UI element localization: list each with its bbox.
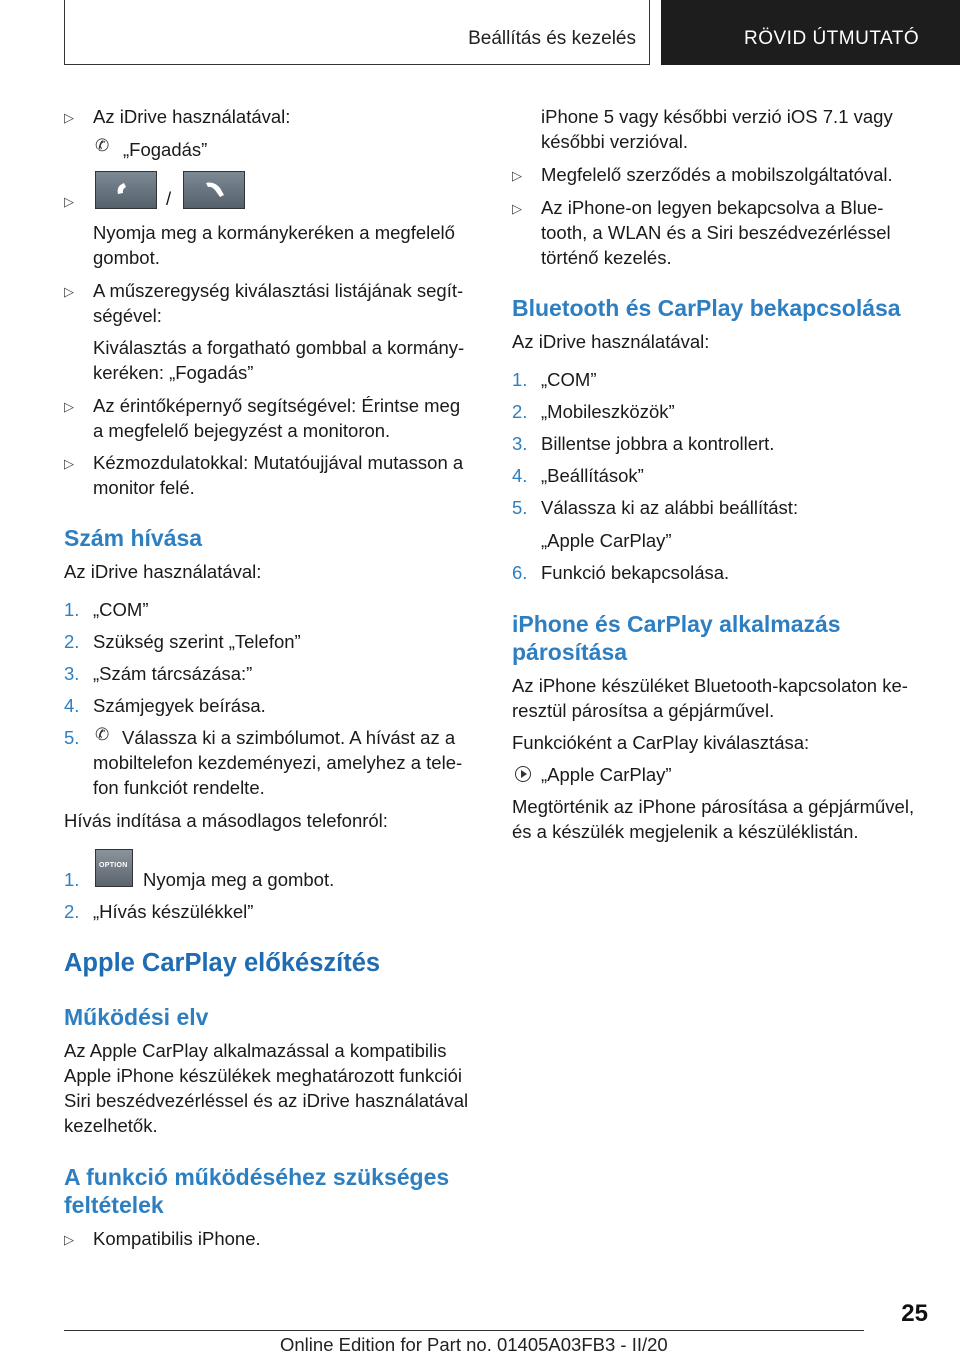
page-header bbox=[0, 0, 960, 66]
step-number: 5. bbox=[512, 497, 528, 518]
heading-principle: Működési elv bbox=[64, 1004, 209, 1030]
option-button-icon bbox=[95, 849, 133, 887]
pairing-select-sub: „Apple CarPlay” bbox=[541, 764, 672, 785]
call-step-3: „Szám tárcsázása:” bbox=[93, 663, 253, 684]
bt-step-5: Válassza ki az alábbi beállítást: bbox=[541, 497, 799, 518]
bullet-idrive: Az iDrive használatával: bbox=[93, 106, 291, 127]
bt-step-2: „Mobileszközök” bbox=[541, 401, 675, 422]
bullet-touch-line2: a megfelelő bejegyzést a monitoron. bbox=[93, 420, 391, 441]
bullet-gesture-line1: Kézmozdulatokkal: Mutatóujjával mutasson a bbox=[93, 452, 464, 473]
step-number: 2. bbox=[64, 631, 80, 652]
pairing-text-line1: Az iPhone készüléket Bluetooth-kapcsolaton ke‐ bbox=[512, 675, 908, 696]
footer-edition: Online Edition for Part no. 01405A03FB3 - II/20 bbox=[280, 1334, 668, 1355]
principle-line: Az Apple CarPlay alkalmazással a kompatibilis bbox=[64, 1040, 447, 1061]
phone-handset-icon: ✆ bbox=[95, 725, 110, 744]
bullet-triangle-icon: ▷ bbox=[64, 399, 74, 414]
bullet-touch-line1: Az érintőképernyő segítségével: Érintse meg bbox=[93, 395, 461, 416]
pairing-result-line2: és a készülék megjelenik a készüléklistán. bbox=[512, 821, 859, 842]
requirement-3-line3: történő kezelés. bbox=[541, 247, 672, 268]
bullet-triangle-icon: ▷ bbox=[64, 194, 74, 209]
bullet-cluster-line2: ségével: bbox=[93, 305, 162, 326]
call-intro: Az iDrive használatával: bbox=[64, 561, 262, 582]
heading-bluetooth-carplay: Bluetooth és CarPlay bekapcsolása bbox=[512, 295, 901, 321]
step-number: 3. bbox=[512, 433, 528, 454]
option-button-label: OPTION bbox=[99, 862, 128, 869]
bt-step-6: Funkció bekapcsolása. bbox=[541, 562, 730, 583]
bt-step-5-sub: „Apple CarPlay” bbox=[541, 530, 672, 551]
pairing-select: Funkcióként a CarPlay kiválasztása: bbox=[512, 732, 810, 753]
bt-step-3: Billentse jobbra a kontrollert. bbox=[541, 433, 775, 454]
requirement-1-cont-line2: későbbi verzióval. bbox=[541, 131, 689, 152]
bt-step-4: „Beállítások” bbox=[541, 465, 644, 486]
bullet-triangle-icon: ▷ bbox=[64, 456, 74, 471]
requirement-1: Kompatibilis iPhone. bbox=[93, 1228, 261, 1249]
bullet-triangle-icon: ▷ bbox=[512, 168, 522, 183]
call-step-5: Válassza ki a szimbólumot. A hívást az a bbox=[122, 727, 456, 748]
step-number: 5. bbox=[64, 727, 80, 748]
step-number: 1. bbox=[512, 369, 528, 390]
footer-divider bbox=[64, 1330, 864, 1331]
principle-line: Apple iPhone készülékek meghatározott funkciói bbox=[64, 1065, 462, 1086]
bullet-triangle-icon: ▷ bbox=[64, 284, 74, 299]
pairing-text-line2: resztül párosítsa a gépjárművel. bbox=[512, 700, 775, 721]
second-phone-intro: Hívás indítása a másodlagos telefonról: bbox=[64, 810, 388, 831]
call-step-5-line2: mobiltelefon kezdeményezi, amelyhez a tele‐ bbox=[93, 752, 463, 773]
bullet-triangle-icon: ▷ bbox=[512, 201, 522, 216]
pairing-result-line1: Megtörténik az iPhone párosítása a gépjárművel, bbox=[512, 796, 915, 817]
step-number: 4. bbox=[512, 465, 528, 486]
step-number: 2. bbox=[64, 901, 80, 922]
phone-steering-button-icon bbox=[183, 171, 245, 209]
heading-pairing-line1: iPhone és CarPlay alkalmazás bbox=[512, 611, 841, 637]
bullet-triangle-icon: ▷ bbox=[64, 1232, 74, 1247]
bullet-cluster-sub2: keréken: „Fogadás” bbox=[93, 362, 254, 383]
requirement-2: Megfelelő szerződés a mobilszolgáltatóval. bbox=[541, 164, 893, 185]
page-number: 25 bbox=[901, 1300, 928, 1327]
step-number: 1. bbox=[64, 599, 80, 620]
header-section-title: Beállítás és kezelés bbox=[468, 28, 636, 49]
step-number: 2. bbox=[512, 401, 528, 422]
bullet-steering-line2: gombot. bbox=[93, 247, 160, 268]
second-step-1: Nyomja meg a gombot. bbox=[143, 869, 335, 890]
heading-requirements-line1: A funkció működéséhez szükséges bbox=[64, 1164, 450, 1190]
bullet-cluster-sub1: Kiválasztás a forgatható gombbal a kormány‐ bbox=[93, 337, 465, 358]
bullet-steering-line1: Nyomja meg a kormánykeréken a megfelelő bbox=[93, 222, 455, 243]
requirement-3-line1: Az iPhone-on legyen bekapcsolva a Blue‐ bbox=[541, 197, 884, 218]
play-circle-icon bbox=[515, 766, 531, 782]
requirement-1-cont-line1: iPhone 5 vagy későbbi verzió iOS 7.1 vagy bbox=[541, 106, 893, 127]
bullet-cluster-line1: A műszeregység kiválasztási listájának segít‐ bbox=[93, 280, 464, 301]
step-number: 3. bbox=[64, 663, 80, 684]
second-step-2: „Hívás készülékkel” bbox=[93, 901, 254, 922]
step-number: 1. bbox=[64, 869, 80, 890]
bullet-triangle-icon: ▷ bbox=[64, 110, 74, 125]
call-step-1: „COM” bbox=[93, 599, 149, 620]
step-number: 6. bbox=[512, 562, 528, 583]
bt-intro: Az iDrive használatával: bbox=[512, 331, 710, 352]
slash-separator: / bbox=[166, 188, 172, 209]
bt-step-1: „COM” bbox=[541, 369, 597, 390]
header-chapter-tab bbox=[661, 0, 960, 65]
heading-pairing-line2: párosítása bbox=[512, 639, 628, 665]
call-step-4: Számjegyek beírása. bbox=[93, 695, 266, 716]
bullet-gesture-line2: monitor felé. bbox=[93, 477, 195, 498]
principle-line: Siri beszédvezérléssel és az iDrive használatával bbox=[64, 1090, 469, 1111]
bullet-idrive-sub: „Fogadás” bbox=[123, 139, 208, 160]
heading-apple-carplay: Apple CarPlay előkészítés bbox=[64, 949, 381, 977]
step-number: 4. bbox=[64, 695, 80, 716]
heading-call-number: Szám hívása bbox=[64, 525, 203, 551]
phone-accept-button-icon bbox=[95, 171, 157, 209]
phone-handset-icon: ✆ bbox=[95, 136, 110, 155]
call-step-5-line3: fon funkciót rendelte. bbox=[93, 777, 265, 798]
header-chapter-title: RÖVID ÚTMUTATÓ bbox=[744, 28, 920, 49]
principle-line: kezelhetők. bbox=[64, 1115, 158, 1136]
call-step-2: Szükség szerint „Telefon” bbox=[93, 631, 301, 652]
heading-requirements-line2: feltételek bbox=[64, 1192, 164, 1218]
requirement-3-line2: tooth, a WLAN és a Siri beszédvezérléssel bbox=[541, 222, 891, 243]
